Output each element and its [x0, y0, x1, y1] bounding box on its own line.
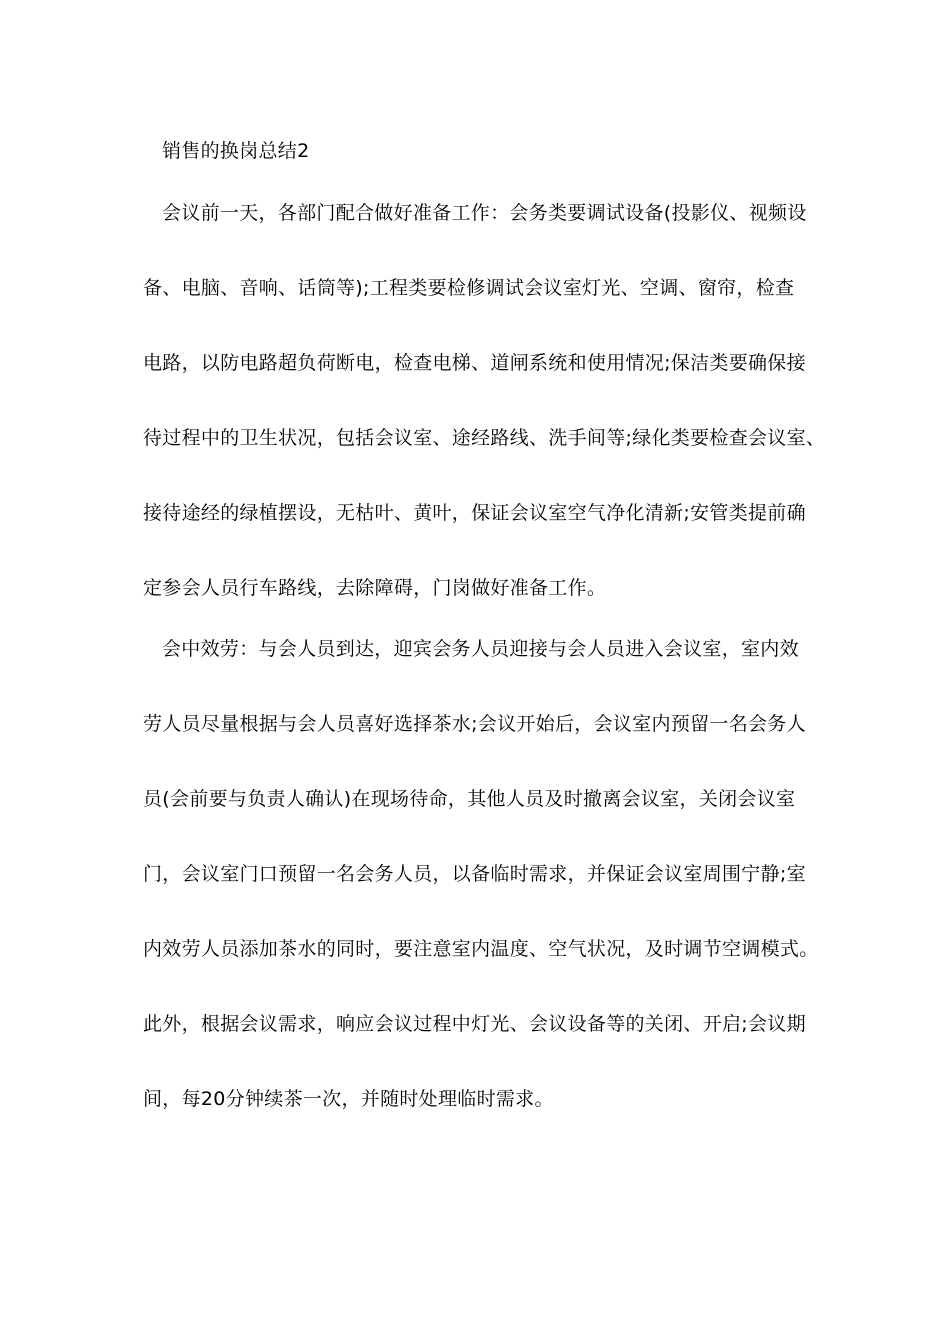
paragraph-line: 员(会前要与负责人确认)在现场待命，其他人员及时撤离会议室，关闭会议室	[143, 788, 796, 810]
paragraph-line: 待过程中的卫生状况，包括会议室、途经路线、洗手间等;绿化类要检查会议室、	[143, 427, 826, 449]
paragraph-line: 间，每20分钟续茶一次，并随时处理临时需求。	[143, 1088, 554, 1110]
paragraph-line: 电路，以防电路超负荷断电，检查电梯、道闸系统和使用情况;保洁类要确保接	[143, 352, 806, 374]
paragraph-line: 定参会人员行车路线，去除障碍，门岗做好准备工作。	[143, 577, 607, 599]
paragraph-line: 接待途经的绿植摆设，无枯叶、黄叶，保证会议室空气净化清新;安管类提前确	[143, 502, 806, 524]
document-title: 销售的换岗总结2	[162, 140, 310, 162]
paragraph-line: 会议前一天，各部门配合做好准备工作：会务类要调试设备(投影仪、视频设	[162, 202, 807, 224]
paragraph-line: 劳人员尽量根据与会人员喜好选择茶水;会议开始后，会议室内预留一名会务人	[143, 713, 806, 735]
paragraph-line: 此外，根据会议需求，响应会议过程中灯光、会议设备等的关闭、开启;会议期	[143, 1013, 806, 1035]
paragraph-line: 备、电脑、音响、话筒等);工程类要检修调试会议室灯光、空调、窗帘，检查	[143, 277, 795, 299]
paragraph-line: 内效劳人员添加茶水的同时，要注意室内温度、空气状况，及时调节空调模式。	[143, 938, 819, 960]
paragraph-line: 门，会议室门口预留一名会务人员，以备临时需求，并保证会议室周围宁静;室	[143, 863, 806, 885]
paragraph-line: 会中效劳：与会人员到达，迎宾会务人员迎接与会人员进入会议室，室内效	[162, 638, 799, 660]
